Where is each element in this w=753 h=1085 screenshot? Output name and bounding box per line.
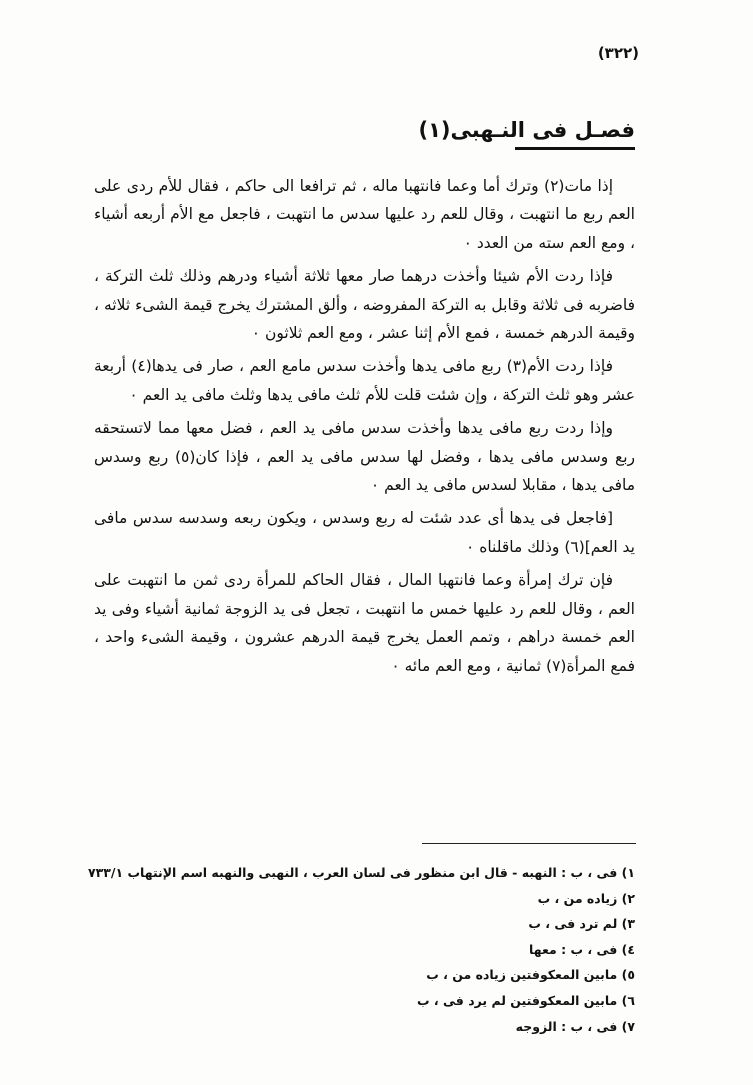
paragraph: فإذا ردت الأم(٣) ربع مافى يدها وأخذت سدس مامع العم ، صار فى يدها(٤) أربعة عشر وهو ثلث التركة ، وإن شئت قلت للأم ثلث مافى يدها وثلث مافى يد العم ٠ — [94, 357, 635, 404]
paragraph: فإن ترك إمرأة وعما فانتهبا المال ، فقال الحاكم للمرأة ردى ثمن ما انتهبت على العم ، وقال للعم رد عليها خمس ما انتهبت ، تجعل فى يد الزوجة ثمانية أشياء وفى يد العم خمسة دراهم ، وتمم العمل يخرج قيمة الدرهم عشرون ، وقيمة الشىء واحد ، فمع المرأة(٧) ثمانية ، ومع العم مائه ٠ — [94, 571, 635, 675]
paragraph: وإذا ردت ربع مافى يدها وأخذت سدس مافى يد العم ، فضل معها مما لاتستحقه ربع وسدس مافى يدها ، وفضل لها سدس مافى يد العم ، فإذا كان(٥) ربع وسدس مافى يدها ، مقابلا لسدس مافى يد العم ٠ — [94, 419, 635, 495]
paragraph: إذا مات(٢) وترك أما وعما فانتهبا ماله ، ثم ترافعا الى حاكم ، فقال للأم ردى على العم ربع ما انتهبت ، وقال للعم رد عليها سدس ما انتهبت ، فاجعل مع الأم أربعه أشياء ، ومع العم سته من العدد ٠ — [94, 177, 635, 252]
paragraph: فإذا ردت الأم شيئا وأخذت درهما صار معها ثلاثة أشياء ودرهم وذلك ثلث التركة ، فاضربه فى ثلاثة وقابل به التركة المفروضه ، وألق المشترك يخرج قيمة الشىء ثلاثه ، وقيمة الدرهم خمسة ، فمع الأم إثنا عشر ، ومع العم ثلاثون ٠ — [94, 267, 635, 343]
footnote: ٧) فى ، ب : الزوجه — [515, 1018, 635, 1034]
paragraph: [فاجعل فى يدها أى عدد شئت له ربع وسدس ، ويكون ربعه وسدسه سدس مافى يد العم](٦) وذلك ماقلناه ٠ — [94, 509, 635, 556]
footnotes — [88, 860, 635, 1039]
footnote-divider — [422, 843, 636, 844]
footnote: ٤) فى ، ب : معها — [529, 941, 635, 957]
footnote: ٢) زياده من ، ب — [537, 890, 635, 906]
footnote: ١) فى ، ب : النهبه - قال ابن منظور فى لسان العرب ، النهبى والنهبه اسم الإنتهاب ٧٣٣/١ — [88, 865, 635, 880]
heading-underline — [515, 147, 635, 150]
footnote: ٦) مابين المعكوفتين لم يرد فى ، ب — [417, 992, 635, 1008]
page-number: (٣٢٢) — [597, 44, 639, 62]
footnote: ٥) مابين المعكوفتين زياده من ، ب — [426, 967, 635, 983]
section-heading: فصـل فى النـهبى(١) — [418, 118, 635, 142]
body-text — [94, 172, 635, 685]
footnote: ٣) لم ترد فى ، ب — [528, 916, 635, 932]
